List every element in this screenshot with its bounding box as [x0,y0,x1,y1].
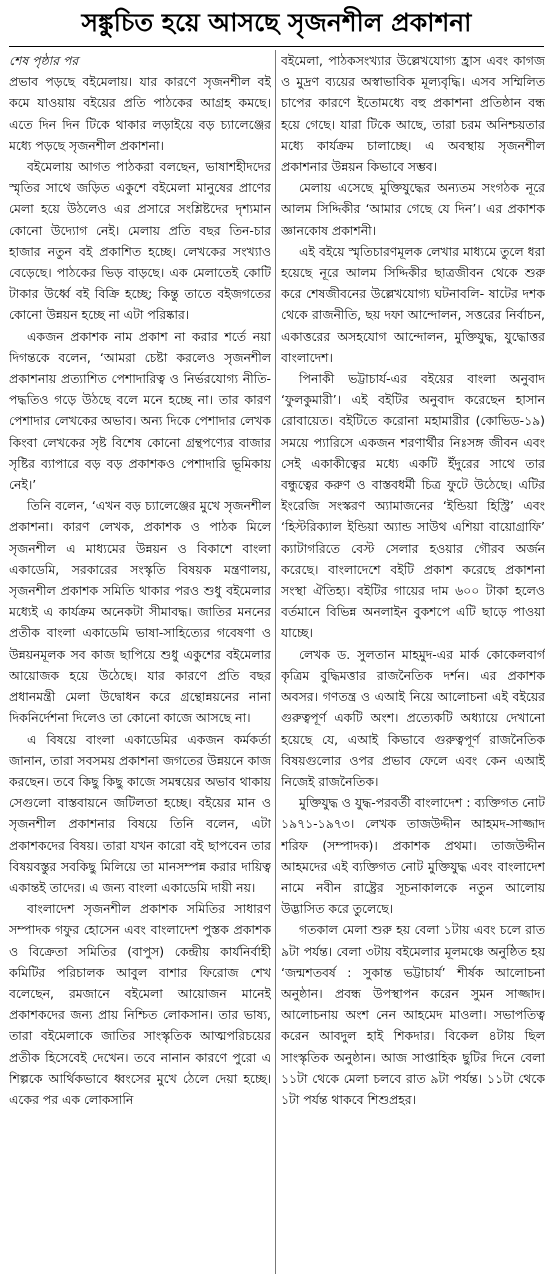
paragraph: পিনাকী ভট্টাচার্য-এর বইয়ের বাংলা অনুবাদ ‘ফুলকুমারী’। এই বইটির অনুবাদ করেছেন হাসান রোবায়েত। বইটিতে করোনা মহামারীর (কোভিড-১৯) সময়ে প্যারিসে একজন শরণার্থীর নিঃসঙ্গ জীবন এবং সেই একাকীত্বের মধ্যে একটি ইঁদুরের সাথে তার বন্ধুত্বের করুণ ও বাস্তবধর্মী চিত্র ফুটে উঠেছে। এটির ইংরেজি সংস্করণ অ্যামাজনের ‘ইন্ডিয়া হিস্ট্রি’ এবং ‘হিস্টরিক্যাল ইন্ডিয়া অ্যান্ড সাউথ এশিয়া বায়োগ্রাফি’ ক্যাটাগরিতে বেস্ট সেলার হওয়ার গৌরব অর্জন করেছে। বাংলাদেশে বইটি প্রকাশ করেছে প্রকাশনা সংস্থা ঐতিহ্য। বইটির গায়ের দাম ৬০০ টাকা হলেও বর্তমানে বিভিন্ন অনলাইন বুকশপে এটি ছাড়ে পাওয়া যাচ্ছে। [281,371,545,641]
paragraph: তিনি বলেন, ‘এখন বড় চ্যালেঞ্জের মুখে সৃজনশীল প্রকাশনা। কারণ লেখক, প্রকাশক ও পাঠক মিলে সৃজনশীল এ মাধ্যমের উন্নয়ন ও বিকাশে বাংলা একাডেমি, সরকারের সংস্কৃতি বিষয়ক মন্ত্রণালয়, সৃজনশীল প্রকাশক সমিতি থাকার পরও শুধু বইমেলার মধ্যেই এ কার্যক্রম অনেকটা সীমাবদ্ধ। জাতির মননের প্রতীক বাংলা একাডেমি ভাষা-সাহিত্যের গবেষণা ও উন্নয়নমূলক সব কাজ ছাপিয়ে শুধু একুশের বইমেলার আয়োজক হয়ে উঠেছে। যার কারণে প্রতি বছর প্রধানমন্ত্রী মেলা উদ্বোধন করে গ্রন্থোন্নয়নের নানা দিকনির্দেশনা দিলেও তা কোনো কাজে আসছে না। [9,498,271,726]
article-column-left [9,50,271,1276]
paragraph: লেখক ড. সুলতান মাহমুদ-এর মার্ক কোকেলবার্গ কৃত্রিম বুদ্ধিমত্তার রাজনৈতিক দর্শন। এর প্রকাশক অবসর। গণতন্ত্র ও এআই নিয়ে আলোচনা এই বইয়ের গুরুত্বপূর্ণ একটি অংশ। প্রত্যেকটি অধ্যায়ে দেখানো হয়েছে যে, এআই কিভাবে গুরুত্বপূর্ণ রাজনৈতিক বিষয়গুলোর ওপর প্রভাব ফেলে এবং কেন এআই নিজেই রাজনৈতিক। [281,646,545,789]
headline: সঙ্কুচিত হয়ে আসছে সৃজনশীল প্রকাশনা [81,8,472,37]
paragraph: একজন প্রকাশক নাম প্রকাশ না করার শর্তে নয়া দিগন্তকে বলেন, ‘আমরা চেষ্টা করলেও সৃজনশীল প্রকাশনায় প্রত্যাশিত পেশাদারিত্ব ও নির্ভরযোগ্য নীতি-পদ্ধতিও গড়ে উঠছে বলে মনে হচ্ছে না। তার কারণ পেশাদার লেখকের অভাব। অন্য দিকে পেশাদার লেখক কিংবা লেখকের সৃষ্ট বিশেষ কোনো গ্রন্থপণ্যের বাজার সৃষ্টির ব্যাপারে বড় বড় প্রকাশকও পেশাদারি ভূমিকায় নেই।’ [9,328,271,493]
headline-rule [9,46,544,47]
paragraph: বাংলাদেশ সৃজনশীল প্রকাশক সমিতির সাধারণ সম্পাদক গফুর হোসেন এবং বাংলাদেশ পুস্তক প্রকাশক ও বিক্রেতা সমিতির (বাপুস) কেন্দ্রীয় কার্যনির্বাহী কমিটির পরিচালক আবুল বাশার ফিরোজ শেখ বলেছেন, রমজানে বইমেলা আয়োজন মানেই প্রকাশকদের জন্য প্রায় নিশ্চিত লোকসান। তার ভাষ্য, তারা বইমেলাকে জাতির সাংস্কৃতিক আত্মপরিচয়ের প্রতীক হিসেবেই দেখেন। তবে নানান কারণে পুরো এ শিল্পকে আর্থিকভাবে ধ্বংসের মুখে ঠেলে দেয়া হচ্ছে। একের পর এক লোকসানি [9,901,271,1107]
column-divider [275,50,276,1274]
paragraph: বইমেলা, পাঠকসংখ্যার উল্লেখযোগ্য হ্রাস এবং কাগজ ও মুদ্রণ ব্যয়ের অস্বাভাবিক মূল্যবৃদ্ধি। এসব সম্মিলিত চাপের কারণে ইতোমধ্যে বহু প্রকাশনা প্রতিষ্ঠান বন্ধ হয়ে গেছে। যারা টিকে আছে, তারা চরম অনিশ্চয়তার মধ্যে কার্যক্রম চালাচ্ছে। এ অবস্থায় সৃজনশীল প্রকাশনার উন্নয়ন কিভাবে সম্ভব। [281,53,545,175]
paragraph: প্রভাব পড়ছে বইমেলায়। যার কারণে সৃজনশীল বই কমে যাওয়ায় বইয়ের প্রতি পাঠকের আগ্রহ কমছে। এতে দিন দিন টিকে থাকার লড়াইয়ে বড় চ্যালেঞ্জের মধ্যে পড়ছে সৃজনশীল প্রকাশনা। [9,74,271,153]
article-column-right [281,50,545,1276]
paragraph: মুক্তিযুদ্ধ ও যুদ্ধ-পরবর্তী বাংলাদেশ : ব্যক্তিগত নোট ১৯৭১-১৯৭৩। লেখক তাজউদ্দীন আহমদ-সাজ্জাদ শরিফ (সম্পাদক)। প্রকাশক প্রথমা। তাজউদ্দীন আহমদের এই ব্যক্তিগত নোট মুক্তিযুদ্ধ এবং বাংলাদেশ নামে নবীন রাষ্ট্রের সূচনাকালকে নতুন আলোয় উদ্ভাসিত করে তুলেছে। [281,795,545,917]
paragraph: বইমেলায় আগত পাঠকরা বলছেন, ভাষাশহীদদের স্মৃতির সাথে জড়িত একুশে বইমেলা মানুষের প্রাণের মেলা হয়ে উঠলেও এর প্রসারে সংশ্লিষ্টদের দৃশ্যমান কোনো উদ্যোগ নেই। মেলায় প্রতি বছর তিন-চার হাজার নতুন বই প্রকাশিত হচ্ছে। লেখকের সংখ্যাও বেড়েছে। পাঠকের ভিড় বাড়ছে। এক মেলাতেই কোটি টাকার উর্ধ্বে বই বিক্রি হচ্ছে; কিন্তু তাতে বইজগতের কোনো উন্নয়ন হচ্ছে না এটা পরিষ্কার। [9,159,271,323]
paragraph: এই বইয়ে স্মৃতিচারণমূলক লেখার মাধ্যমে তুলে ধরা হয়েছে নূরে আলম সিদ্দিকীর ছাত্রজীবন থেকে শুরু করে শেষজীবনের উল্লেখযোগ্য ঘটনাবলি- ষাটের দশক থেকে রাজনীতি, ছয় দফা আন্দোলন, সত্তরের নির্বাচন, একাত্তরের অসহযোগ আন্দোলন, মুক্তিযুদ্ধ, যুদ্ধোত্তর বাংলাদেশ। [281,243,545,365]
paragraph: এ বিষয়ে বাংলা একাডেমির একজন কর্মকর্তা জানান, তারা সবসময় প্রকাশনা জগতের উন্নয়নে কাজ করছেন। তবে কিছু কিছু কাজে সমন্বয়ের অভাব থাকায় সেগুলো বাস্তবায়নে জটিলতা হচ্ছে। বইয়ের মান ও সৃজনশীল প্রকাশনার বিষয়ে তিনি বলেন, এটা প্রকাশকদের বিষয়। তারা যখন কারো বই ছাপবেন তার বিষয়বস্তুর সবকিছু মিলিয়ে তা মানসম্পন্ন করার দায়িত্ব একান্তই তাদের। এ জন্য বাংলা একাডেমি দায়ী নয়। [9,731,271,895]
continuation-label: শেষ পৃষ্ঠার পর [9,53,79,68]
paragraph: মেলায় এসেছে মুক্তিযুদ্ধের অন্যতম সংগঠক নূরে আলম সিদ্দিকীর ‘আমার গেছে যে দিন’। এর প্রকাশক জ্ঞানকোষ প্রকাশনী। [281,180,545,238]
paragraph: গতকাল মেলা শুরু হয় বেলা ১টায় এবং চলে রাত ৯টা পর্যন্ত। বেলা ৩টায় বইমেলার মূলমঞ্চে অনুষ্ঠিত হয় ‘জন্মশতবর্ষ : সুকান্ত ভট্টাচার্য’ শীর্ষক আলোচনা অনুষ্ঠান। প্রবন্ধ উপস্থাপন করেন সুমন সাজ্জাদ। আলোচনায় অংশ নেন আহমেদ মাওলা। সভাপতিত্ব করেন আবদুল হাই শিকদার। বিকেল ৪টায় ছিল সাংস্কৃতিক অনুষ্ঠান। আজ সাপ্তাহিক ছুটির দিনে বেলা ১১টা থেকে মেলা চলবে রাত ৯টা পর্যন্ত। ১১টা থেকে ১টা পর্যন্ত থাকবে শিশুপ্রহর। [281,922,545,1107]
